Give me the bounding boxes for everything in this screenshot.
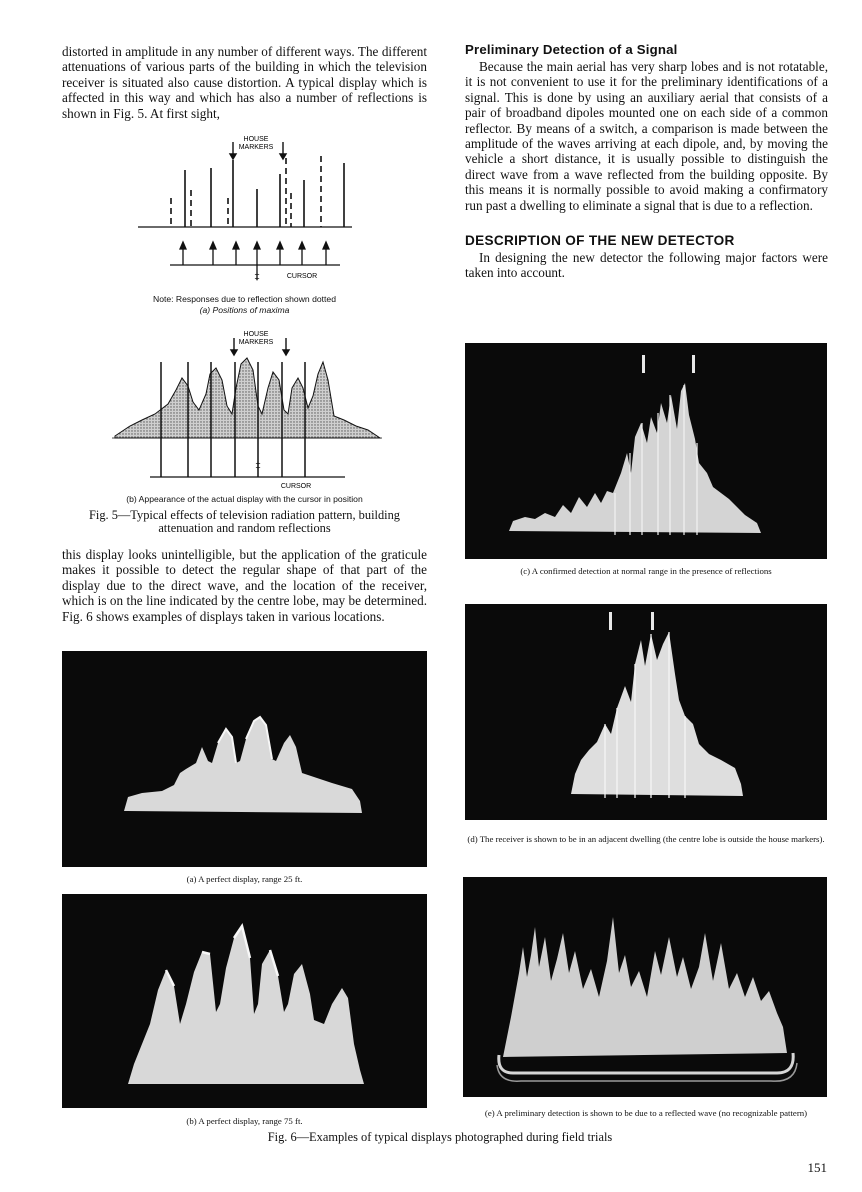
fig5a-house-label-1: HOUSE [243, 136, 269, 143]
page-number: 151 [807, 1160, 827, 1175]
fig5b-caption: (b) Appearance of the actual display with the cursor in position [126, 494, 363, 504]
left-column-bottom [62, 547, 427, 624]
section-heading-new-detector: DESCRIPTION OF THE NEW DETECTOR [465, 233, 735, 249]
fig5-caption-line2: attenuation and random reflections [158, 521, 331, 535]
fig5a-diagram [130, 128, 360, 288]
fig5-caption-line1: Fig. 5—Typical effects of television radiation pattern, building [88, 508, 400, 522]
fig5a-caption: (a) Positions of maxima [199, 305, 290, 315]
left-column-top [62, 44, 427, 121]
fig6b-photo [62, 894, 427, 1108]
right-column-top [465, 42, 828, 281]
fig6-caption: Fig. 6—Examples of typical displays photographed during field trials [267, 1130, 613, 1144]
fig6a-caption: (a) A perfect display, range 25 ft. [186, 874, 303, 884]
fig6d-photo [465, 604, 827, 820]
fig5a-note: Note: Responses due to reflection shown dotted [153, 294, 336, 304]
fig6a-photo [62, 651, 427, 867]
cursor-marker-icon: ‡ [254, 272, 260, 283]
body-paragraph: Because the main aerial has very sharp lobes and is not rotatable, it is not convenient to use it for the preliminary identifications of a signal. This is done by using an auxiliary aerial that consists of a pair of broadband dipoles mounted one on each side of a common reflector. By means of a switch, a comparison is made between the amplitude of the waves arriving at each dipole, and, by moving the vehicle a short distance, it is usually possible to distinguish the direct wave from a wave reflected from the building opposite. By this means it is normally possible to avoid making a confirmatory run past a dwelling to eliminate a signal that is due to a reflection. [465, 59, 828, 213]
fig6e-caption: (e) A preliminary detection is shown to be due to a reflected wave (no recognizable pattern) [484, 1108, 808, 1118]
fig5b-cursor-label: CURSOR [280, 483, 312, 490]
fig5a-house-label-2: MARKERS [238, 144, 274, 151]
fig5b-house-label-2: MARKERS [238, 339, 274, 346]
fig5a-cursor-label: CURSOR [286, 273, 318, 280]
cursor-marker-icon: ‡ [255, 461, 261, 472]
body-paragraph: this display looks unintelligible, but the application of the graticule makes it possible to detect the regular shape of that part of the display due to the direct wave, and the location of the receiver, which is on the line indicated by the centre lobe, may be determined. Fig. 6 shows examples of displays taken in various locations. [62, 547, 427, 624]
body-paragraph: In designing the new detector the following major factors were taken into account. [465, 250, 828, 281]
section-heading-preliminary: Preliminary Detection of a Signal [465, 42, 678, 57]
fig5-caption [62, 509, 427, 535]
fig6c-photo [465, 343, 827, 559]
fig6d-caption: (d) The receiver is shown to be in an adjacent dwelling (the centre lobe is outside the house markers). [467, 834, 825, 844]
body-paragraph: distorted in amplitude in any number of different ways. The different attenuations of various parts of the building in which the television receiver is situated also cause distortion. A typical display which is affected in this way and which has also a number of reflections is shown in Fig. 5. At first sight, [62, 44, 427, 121]
fig6c-caption: (c) A confirmed detection at normal range in the presence of reflections [520, 566, 772, 576]
fig6b-caption: (b) A perfect display, range 75 ft. [186, 1116, 303, 1126]
fig6e-photo [463, 877, 827, 1097]
fig5b-house-label-1: HOUSE [243, 331, 269, 338]
fig5b-diagram [110, 322, 385, 492]
